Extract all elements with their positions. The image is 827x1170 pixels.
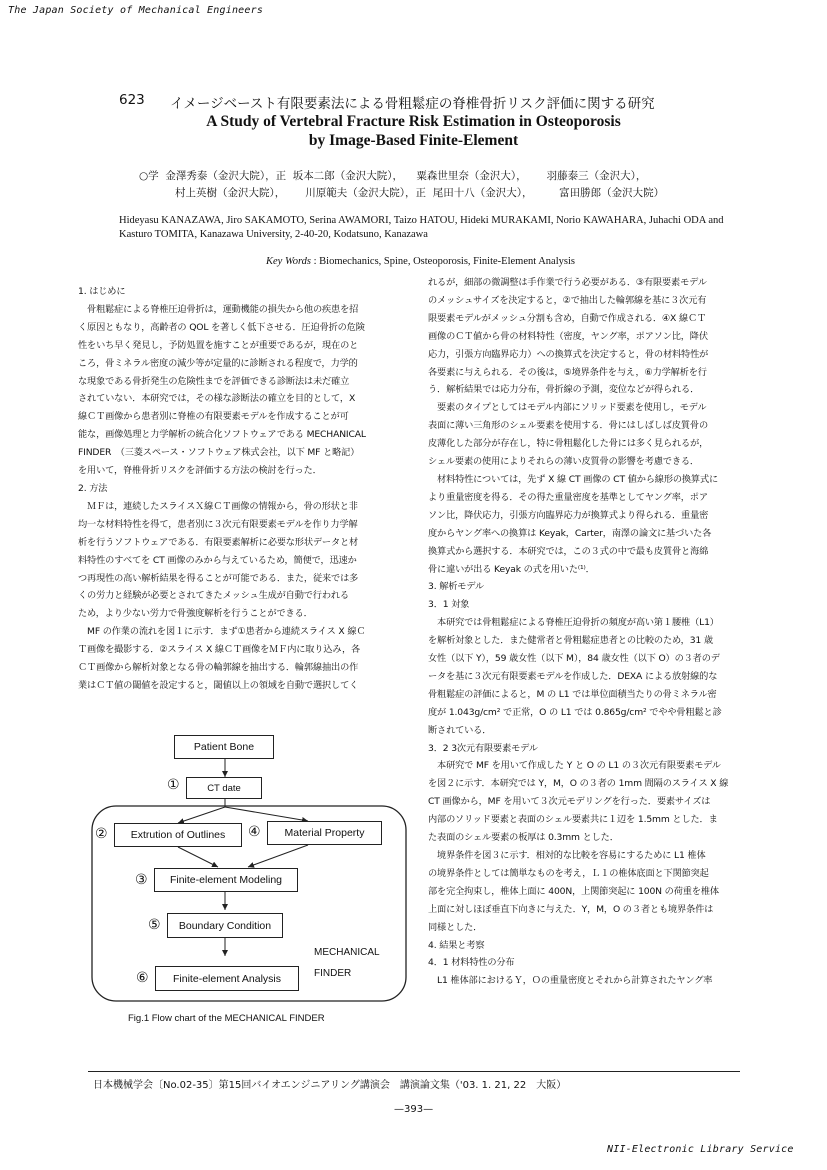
step-2-marker: ②	[95, 826, 108, 842]
right-col-line: 4．1 材料特性の分布	[428, 957, 515, 969]
right-col-line: 4. 結果と考察	[428, 939, 485, 951]
right-col-line: 材料特性については，先ず X 線 CT 画像の CT 値から線形の換算式に	[428, 473, 719, 485]
left-col-line: くの労力と経験が必要とされてきたメッシュ生成が自動で行われる	[78, 590, 349, 602]
right-col-line: 要素のタイプとしてはモデル内部にソリッド要素を使用し，モデル	[428, 402, 707, 414]
left-col-line: されていない．本研究では，その様な診断法の確立を目的として，X	[78, 393, 356, 405]
right-col-line: の境界条件としては簡単なものを考え，Ｌ１の椎体底面と下関節突起	[428, 867, 709, 879]
mf-label-line-2: FINDER	[314, 968, 352, 979]
left-col-line: 能な，画像処理と力学解析の統合化ソフトウェアである MECHANICAL	[78, 429, 366, 441]
extrusion-outlines-box: Extrution of Outlines	[114, 823, 242, 847]
authors-jp-line-2: 村上英樹（金沢大院）， 川原範夫（金沢大院），正 尾田十八（金沢大）， 富田勝郎（金沢大院）	[175, 187, 665, 199]
right-col-line: 部を完全拘束し，椎体上面に 400N，上関節突起に 100N の荷重を椎体	[428, 885, 719, 897]
right-column-text	[428, 274, 758, 990]
right-col-line: 応力，引張方向臨界応力）への換算式を決定すると，骨の材料特性が	[428, 348, 709, 360]
step-1-marker: ①	[167, 777, 180, 793]
title-english-line-1: A Study of Vertebral Fracture Risk Estimation in Osteoporosis	[206, 113, 621, 130]
left-col-line: つ再現性の高い解析結果を得ることが可能である．また，従来では多	[78, 572, 359, 584]
right-col-line: 内部のソリッド要素と表面のシェル要素共に１辺を 1.5mm とした．ま	[428, 814, 718, 826]
page-number: —393—	[394, 1104, 434, 1115]
right-col-line: のメッシュサイズを決定すると，②で抽出した輪郭線を基に３次元有	[428, 294, 707, 306]
right-col-line: 3. 解析モデル	[428, 581, 484, 593]
figure-caption: Fig.1 Flow chart of the MECHANICAL FINDER	[128, 1013, 325, 1024]
right-col-line: 断されている．	[428, 724, 492, 736]
right-col-line: 骨に違いが出る Keyak の式を用いた⁽¹⁾．	[428, 563, 595, 575]
left-col-line: 骨粗鬆症による脊椎圧迫骨折は，運動機能の損失から他の疾患を招	[78, 303, 359, 315]
right-col-line: を解析対象とした．また健常者と骨粗鬆症患者との比較のため，31 歳	[428, 635, 713, 647]
right-col-line: 境界条件を図３に示す．相対的な比較を容易にするために L1 椎体	[428, 850, 706, 861]
right-col-line: ソン比，降伏応力，引張方向臨界応力が換算式より得られる．重量密	[428, 509, 709, 521]
ct-date-box: CT date	[186, 777, 262, 799]
step-6-marker: ⑥	[136, 970, 149, 986]
paper-number: 623	[119, 92, 145, 108]
left-col-line: MF の作業の流れを図１に示す．まず①患者から連続スライス X 線Ｃ	[78, 626, 366, 638]
right-col-line: 骨粗鬆症の評価によると，M の L1 では単位面積当たりの骨ミネラル密	[428, 688, 717, 700]
right-col-line: 3．1 対象	[428, 599, 470, 611]
mf-label-line-1: MECHANICAL	[314, 947, 380, 958]
right-col-line: れるが，細部の微調整は手作業で行う必要がある．③有限要素モデル	[428, 277, 707, 288]
left-col-line: な現象である骨折発生の危険性までを評価できる診断法は未だ確立	[78, 375, 350, 387]
left-col-line: く原因ともなり，高齢者の QOL を著しく低下させる．圧迫骨折の危険	[78, 321, 365, 333]
left-col-line: 性をいち早く発見し，予防処置を施すことが重要であるが，現在のと	[78, 339, 359, 351]
left-col-line: 1. はじめに	[78, 286, 126, 297]
step-3-marker: ③	[135, 872, 148, 888]
right-col-line: 女性（以下 Y），59 歳女性（以下 M），84 歳女性（以下 O）の３者のデ	[428, 653, 720, 665]
left-col-line: FINDER （三菱スペース・ソフトウェア株式会社，以下 MF と略記）	[78, 447, 360, 459]
fe-modeling-box: Finite-element Modeling	[154, 868, 298, 892]
right-col-line: 度からヤング率への換算は Keyak，Carter，南澤の論文に基づいた各	[428, 527, 712, 539]
right-col-line: 皮薄化した部分が存在し，特に骨粗鬆化した骨には多く見られるが，	[428, 438, 709, 450]
left-col-line: ため，より少ない労力で骨強度解析を行うことができる．	[78, 608, 313, 620]
keywords-text: : Biomechanics, Spine, Osteoporosis, Finite-Element Analysis	[311, 256, 575, 267]
right-col-line: 表面に薄い三角形のシェル要素を使用する．骨にはしばしば皮質骨の	[428, 420, 708, 432]
right-col-line: 換算式から選択する．本研究では，この３式の中で最も皮質骨と海綿	[428, 545, 709, 557]
right-col-line: 本研究では骨粗鬆症による脊椎圧迫骨折の頻度が高い第１腰椎（L1）	[428, 617, 719, 629]
footer-rule	[88, 1071, 740, 1072]
left-col-line: 業はＣＴ値の閾値を設定すると，閾値以上の領域を自動で選択してく	[78, 679, 359, 691]
right-col-line: 度が 1.043g/cm² で正常，O の L1 では 0.865g/cm² でやや骨粗鬆と診	[428, 706, 722, 718]
right-col-line: た表面のシェル要素の板厚は 0.3mm とした．	[428, 832, 619, 844]
flowchart-figure	[78, 725, 418, 1035]
left-col-line: を用いて，脊椎骨折リスクを評価する方法の検討を行った．	[78, 465, 322, 477]
left-col-line: Ｔ画像を撮影する．②スライス X 線ＣＴ画像をＭＦ内に取り込み，各	[78, 644, 361, 656]
left-col-line: 料特性のすべてを CT 画像のみから与えているため，簡便で，迅速か	[78, 554, 357, 566]
right-col-line: 上面に対しほぼ垂直下向きに与えた．Y，M，O の３者とも境界条件は	[428, 903, 714, 915]
boundary-condition-box: Boundary Condition	[167, 913, 283, 938]
right-col-line: 限要素モデルがメッシュ分割も含め，自動で作成される．④X 線ＣＴ	[428, 312, 707, 324]
step-4-marker: ④	[248, 824, 261, 840]
right-col-line: 各要素に与えられる．その後は，⑤境界条件を与え，⑥力学解析を行	[428, 366, 707, 378]
conference-footer: 日本機械学会〔No.02-35〕第15回バイオエンジニアリング講演会 講演論文集（'03. 1. 21, 22 大阪）	[93, 1080, 567, 1091]
title-japanese: イメージベースト有限要素法による骨粗鬆症の脊椎骨折リスク評価に関する研究	[170, 96, 655, 112]
right-col-line: 画像のＣＴ値から骨の材料特性（密度，ヤング率，ポアソン比，降伏	[428, 330, 708, 342]
material-property-box: Material Property	[267, 821, 382, 845]
authors-jp-line-1: ○学 金澤秀泰（金沢大院），正 坂本二郎（金沢大院）， 粟森世里奈（金沢大）， 羽藤泰三（金沢大），	[139, 170, 647, 182]
right-col-line: 3．2 3次元有限要素モデル	[428, 742, 538, 754]
left-col-line: 2. 方法	[78, 482, 108, 494]
right-col-line: より重量密度を得る．その得た重量密度を基準としてヤング率，ポア	[428, 491, 708, 503]
society-header: The Japan Society of Mechanical Engineers	[8, 5, 264, 16]
patient-bone-box: Patient Bone	[174, 735, 274, 759]
left-col-line: ころ，骨ミネラル密度の減少等が定量的に診断される程度で，力学的	[78, 357, 358, 369]
left-col-line: 均一な材料特性を得て，患者別に３次元有限要素モデルを作り力学解	[78, 518, 358, 530]
left-col-line: ＣＴ画像から解析対象となる骨の輪郭線を抽出する．輪郭線抽出の作	[78, 662, 359, 674]
keywords	[266, 256, 575, 267]
left-col-line: 析を行うソフトウェアである．有限要素解析に必要な形状データと材	[78, 536, 359, 548]
title-english-line-2: by Image-Based Finite-Element	[308, 132, 519, 149]
left-col-line: ＭＦは，連続したスライスＸ線ＣＴ画像の情報から，骨の形状と非	[78, 500, 358, 512]
right-col-line: CT 画像から，MF を用いて３次元モデリングを行った．要素サイズは	[428, 796, 711, 808]
keywords-label: Key Words	[266, 256, 312, 267]
left-column-text	[78, 283, 413, 695]
right-col-line: L1 椎体部におけるＹ，Ｏの重量密度とそれから計算されたヤング率	[428, 975, 713, 987]
step-5-marker: ⑤	[148, 917, 161, 933]
fe-analysis-box: Finite-element Analysis	[155, 966, 299, 991]
right-col-line: シェル要素の使用によりそれらの薄い皮質骨の影響を考慮できる．	[428, 456, 699, 468]
right-col-line: 本研究で MF を用いて作成した Y と O の L1 の３次元有限要素モデル	[428, 760, 721, 772]
authors-english: Hideyasu KANAZAWA, Jiro SAKAMOTO, Serina AWAMORI, Taizo HATOU, Hideki MURAKAMI, Norio KAWAHARA, Juhachi ODA and Kasturo TOMITA, Kanazawa University, 2-40-20, Kodatsuno, Kanazawa	[119, 215, 724, 240]
right-col-line: を図２に示す．本研究では Y，M，O の３者の 1mm 間隔のスライス X 線	[428, 778, 729, 790]
right-col-line: ータを基に３次元有限要素モデルを作成した．DEXA による放射線的な	[428, 670, 718, 682]
left-col-line: 線ＣＴ画像から患者別に脊椎の有限要素モデルを作成することが可	[78, 411, 349, 423]
right-col-line: 同様とした．	[428, 921, 483, 933]
nii-service-footer: NII-Electronic Library Service	[607, 1144, 794, 1155]
right-col-line: う．解析結果では応力分布，骨折線の予測，変位などが得られる．	[428, 384, 700, 396]
